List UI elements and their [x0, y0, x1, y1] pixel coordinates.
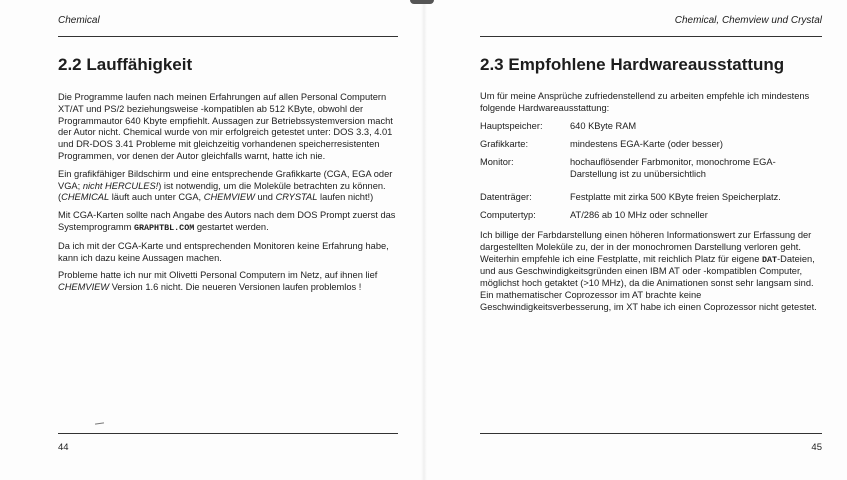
- header-rule-left: [58, 36, 398, 37]
- text-run: und: [254, 192, 276, 203]
- text-run: Ich billige der Farbdarstellung einen höheren Informationswert zur Erfassung der dargestellten Moleküle zu, der in der monochromen Darstellung verloren geht. Weiterhin empfehle ich eine Festplatte, mit reichlich Platz für eigene: [480, 230, 812, 264]
- text-run: -Dateien, und aus Geschwindigkeitsgründen einen IBM AT oder -kompatiblen Computer, möglichst hoch getaktet (>10 MHz), da die Animationen sonst sehr langsam sind. Ein mathematischer Coprozessor im AT brachte keine Geschwindigkeitsverbesserung, im XT habe ich einen Coprozessor nicht getestet.: [480, 253, 817, 312]
- text-run: Ein grafikfähiger Bildschirm und eine entsprechende Grafikkarte (CGA, EGA oder VGA;: [58, 168, 393, 191]
- emphasis: CHEMVIEW: [58, 282, 110, 293]
- code-extension: DAT: [761, 254, 778, 265]
- spec-label: Monitor:: [480, 157, 514, 167]
- pen-mark: [95, 422, 104, 424]
- emphasis: CHEMICAL: [61, 192, 110, 203]
- spec-label: Computertyp:: [480, 210, 536, 220]
- running-head-left: Chemical: [58, 15, 100, 26]
- spec-row-storage: [480, 192, 822, 204]
- running-head-right: Chemical, Chemview und Crystal: [674, 15, 822, 26]
- spec-row-computer: [480, 210, 822, 222]
- paragraph-2: [58, 169, 398, 204]
- spec-value: Festplatte mit zirka 500 KByte freien Speicherplatz.: [570, 192, 781, 202]
- emphasis: CRYSTAL: [275, 192, 318, 203]
- header-rule-right: [480, 36, 822, 37]
- text-run: Version 1.6 nicht. Die neueren Versionen laufen problemlos !: [109, 282, 362, 293]
- text-run: laufen nicht!): [317, 192, 374, 203]
- body-paragraph: [480, 230, 822, 314]
- section-title-left: 2.2 Lauffähigkeit: [58, 55, 193, 74]
- intro-paragraph: Um für meine Ansprüche zufriedenstellend zu arbeiten empfehle ich mindestens folgende Hardwareausstattung:: [480, 91, 810, 113]
- spec-label: Grafikkarte:: [480, 139, 529, 149]
- text-run: gestartet werden.: [194, 221, 269, 232]
- spec-row-memory: [480, 121, 822, 133]
- section-title-right: 2.3 Empfohlene Hardwareausstattung: [480, 55, 785, 74]
- paragraph-5: [58, 270, 398, 294]
- spec-row-graphics: [480, 139, 822, 151]
- page-number-right: 45: [811, 442, 822, 453]
- text-run: Probleme hatte ich nur mit Olivetti Personal Computern im Netz, auf ihnen lief: [58, 270, 378, 281]
- spec-label: Hauptspeicher:: [480, 121, 543, 131]
- footer-rule-left: [58, 433, 398, 434]
- paragraph-4: Da ich mit der CGA-Karte und entsprechenden Monitoren keine Erfahrung habe, kann ich dazu keine Aussagen machen.: [58, 240, 389, 263]
- emphasis: CHEMVIEW: [203, 192, 255, 203]
- paragraph-1: Die Programme laufen nach meinen Erfahrungen auf allen Personal Computern XT/AT und PS/2 beziehungsweise -kompatiblen ab 512 KByte, obwohl der Programmautor 640 Kbyte empfiehlt. Aussagen zur Betriebssystemversion macht der Autor nicht. Chemical wurde von mir erfolgreich getestet unter: DOS 3.3, 4.01 und DR-DOS 3.41 Probleme mit gleichzeitig vorhandenen speicherresistenten Programmen, vor denen der Autor gleichfalls warnt, hatte ich nie.: [58, 92, 393, 161]
- text-run: ) ist notwendig, um die Moleküle betrachten zu können. (: [58, 180, 386, 203]
- text-run: läuft auch unter CGA,: [109, 192, 204, 203]
- emphasis: nicht HERCULES!: [82, 180, 159, 191]
- right-page: [424, 0, 847, 480]
- paragraph-3: [58, 210, 398, 235]
- spec-value: mindestens EGA-Karte (oder besser): [570, 139, 723, 149]
- spec-label: Datenträger:: [480, 192, 532, 202]
- spec-value: AT/286 ab 10 MHz oder schneller: [570, 210, 708, 220]
- right-body: [480, 230, 822, 320]
- code-filename: GRAPHTBL.COM: [133, 222, 195, 233]
- text-run: Mit CGA-Karten sollte nach Angabe des Autors nach dem DOS Prompt zuerst das Systemprogramm: [58, 210, 396, 232]
- spec-value: 640 KByte RAM: [570, 121, 637, 131]
- spec-value: hochauflösender Farbmonitor, monochrome EGA-Darstellung ist zu unübersichtlich: [570, 157, 776, 179]
- spec-row-monitor: [480, 157, 822, 181]
- page-number-left: 44: [58, 442, 69, 453]
- footer-rule-right: [480, 433, 822, 434]
- left-body: [58, 92, 398, 300]
